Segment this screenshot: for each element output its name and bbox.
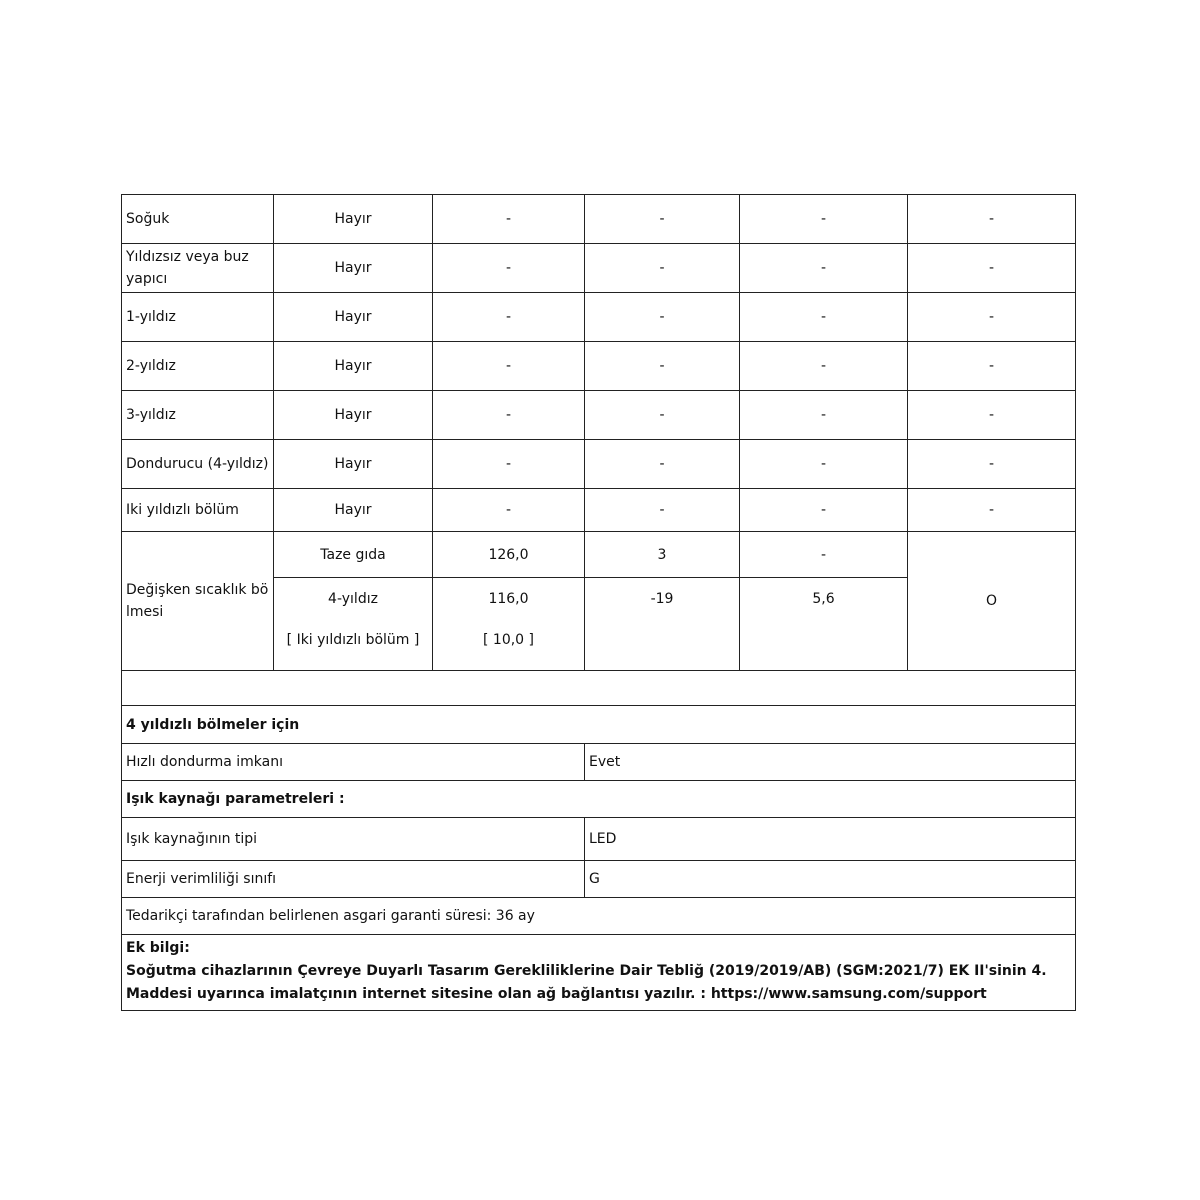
compartment-value: -	[585, 244, 740, 293]
compartment-name: Yıldızsız veya buz yapıcı	[122, 244, 274, 293]
compartment-value: -	[433, 244, 585, 293]
table-row	[122, 489, 1076, 532]
variable-sub-value: 116,0	[488, 591, 529, 607]
extra-info	[122, 935, 1076, 1011]
compartment-value: -	[585, 440, 740, 489]
variable-sub-value: -19	[585, 578, 740, 671]
variable-sub-label: [ Iki yıldızlı bölüm ]	[286, 632, 420, 648]
table-row	[122, 244, 1076, 293]
field-value: LED	[585, 818, 1076, 861]
variable-compartment-name	[122, 532, 274, 671]
variable-sub-value-group	[433, 578, 585, 671]
table-row	[122, 671, 1076, 706]
variable-sub-value: 3	[585, 532, 740, 578]
variable-sub-value: [ 10,0 ]	[483, 632, 534, 648]
compartment-present: Hayır	[274, 293, 433, 342]
compartment-value: -	[433, 195, 585, 244]
table-row	[122, 440, 1076, 489]
compartment-present: Hayır	[274, 489, 433, 532]
compartment-value: -	[740, 244, 908, 293]
section-heading: Işık kaynağı parametreleri :	[122, 781, 1076, 818]
compartment-value: -	[908, 293, 1076, 342]
table-row	[122, 898, 1076, 935]
field-label: Enerji verimliliği sınıfı	[122, 861, 585, 898]
compartment-name: Soğuk	[122, 195, 274, 244]
compartment-present: Hayır	[274, 391, 433, 440]
compartment-value: -	[585, 489, 740, 532]
variable-sub-value: -	[740, 532, 908, 578]
compartment-value: -	[740, 440, 908, 489]
warranty-text: Tedarikçi tarafından belirlenen asgari garanti süresi: 36 ay	[122, 898, 1076, 935]
table-row	[122, 342, 1076, 391]
compartment-value: -	[740, 195, 908, 244]
variable-sub-value: 5,6	[740, 578, 908, 671]
compartment-present: Hayır	[274, 440, 433, 489]
extra-info-heading: Ek bilgi:	[126, 940, 190, 956]
table-row	[122, 195, 1076, 244]
compartment-name: 1-yıldız	[122, 293, 274, 342]
compartment-value: -	[433, 391, 585, 440]
compartment-value: -	[585, 391, 740, 440]
compartment-present: Hayır	[274, 244, 433, 293]
compartment-value: -	[908, 489, 1076, 532]
compartment-value: -	[433, 440, 585, 489]
field-value: G	[585, 861, 1076, 898]
compartment-name: 2-yıldız	[122, 342, 274, 391]
compartment-value: -	[433, 293, 585, 342]
table-row	[122, 861, 1076, 898]
spec-table	[121, 194, 1076, 1011]
table-row	[122, 532, 1076, 578]
compartment-value: -	[433, 342, 585, 391]
compartment-value: -	[908, 244, 1076, 293]
empty-row	[122, 671, 1076, 706]
compartment-name: 3-yıldız	[122, 391, 274, 440]
compartment-value: -	[585, 342, 740, 391]
field-label: Işık kaynağının tipi	[122, 818, 585, 861]
table-row	[122, 391, 1076, 440]
variable-sub-label-group	[274, 578, 433, 671]
field-value: Evet	[585, 744, 1076, 781]
compartment-value: -	[908, 391, 1076, 440]
variable-sub-label: 4-yıldız	[328, 591, 378, 607]
table-row	[122, 818, 1076, 861]
field-label: Hızlı dondurma imkanı	[122, 744, 585, 781]
table-row	[122, 744, 1076, 781]
compartment-value: -	[585, 195, 740, 244]
variable-value: O	[908, 532, 1076, 671]
compartment-value: -	[585, 293, 740, 342]
variable-compartment-label: Değişken sıcaklık bö lmesi	[126, 582, 269, 620]
variable-sub-label: Taze gıda	[274, 532, 433, 578]
compartment-value: -	[740, 342, 908, 391]
compartment-value: -	[740, 391, 908, 440]
table-row	[122, 293, 1076, 342]
compartment-value: -	[908, 440, 1076, 489]
table-row	[122, 706, 1076, 744]
compartment-value: -	[740, 489, 908, 532]
compartment-present: Hayır	[274, 195, 433, 244]
table-row	[122, 781, 1076, 818]
spec-sheet	[121, 194, 1075, 1011]
table-row	[122, 935, 1076, 1011]
variable-sub-value: 126,0	[433, 532, 585, 578]
section-heading: 4 yıldızlı bölmeler için	[122, 706, 1076, 744]
compartment-value: -	[740, 293, 908, 342]
compartment-name: Iki yıldızlı bölüm	[122, 489, 274, 532]
compartment-value: -	[433, 489, 585, 532]
compartment-value: -	[908, 195, 1076, 244]
compartment-name: Dondurucu (4-yıldız)	[122, 440, 274, 489]
extra-info-text: Soğutma cihazlarının Çevreye Duyarlı Tasarım Gerekliliklerine Dair Tebliğ (2019/2019/AB) (SGM:2021/7) EK II'sinin 4. Maddesi uyarınca imalatçının internet sitesine olan ağ bağlantısı yazılır. : https://www.samsung.com/support	[126, 963, 1047, 1002]
compartment-value: -	[908, 342, 1076, 391]
compartment-present: Hayır	[274, 342, 433, 391]
